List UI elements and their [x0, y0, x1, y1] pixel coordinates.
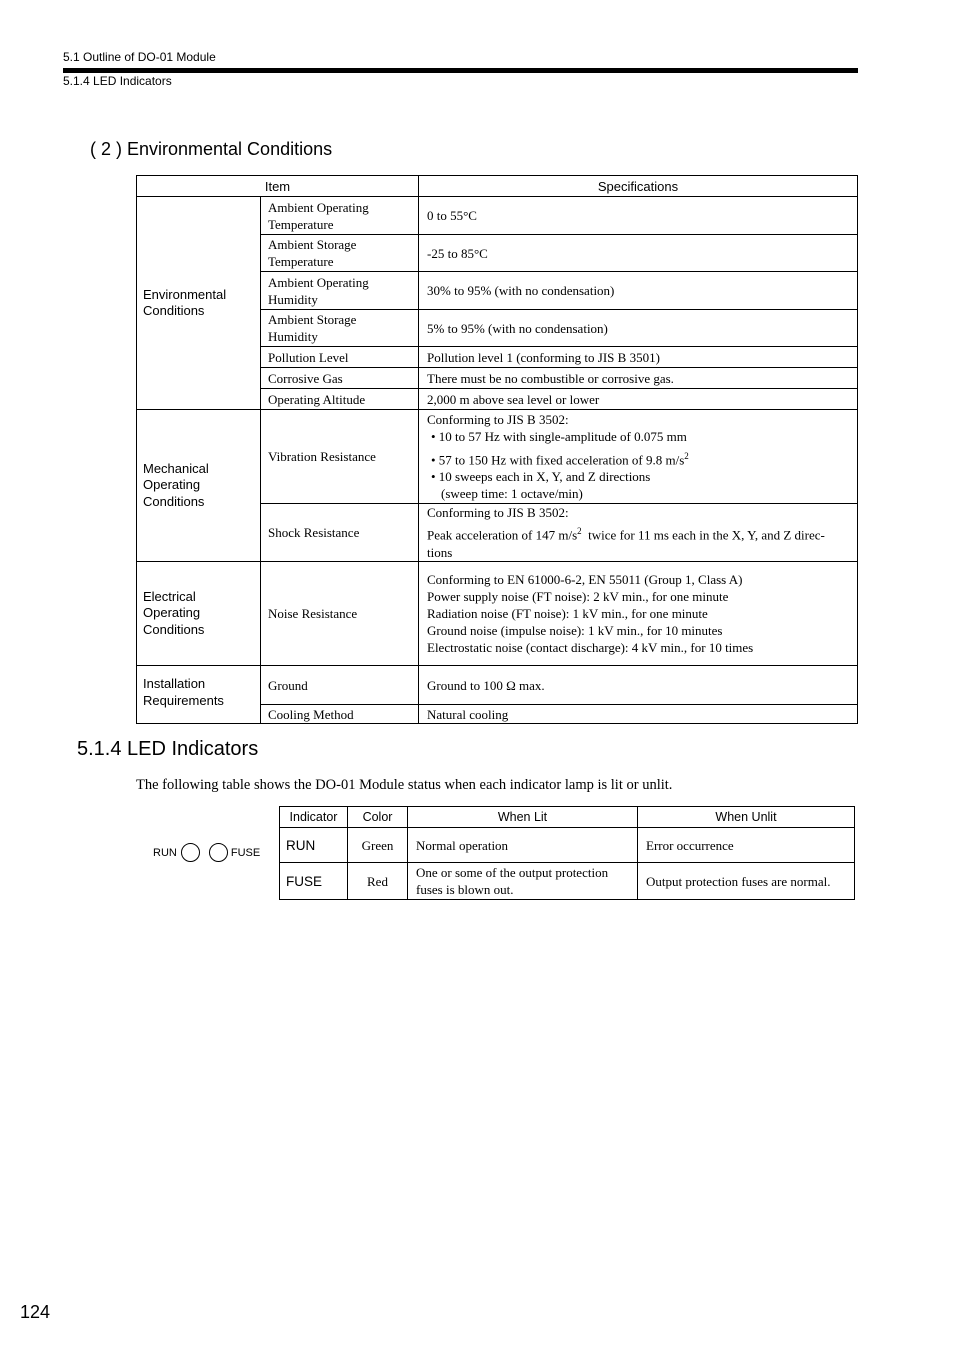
table-header-row: [137, 176, 858, 197]
item-cell: Ambient Storage Temperature: [261, 235, 419, 272]
item-cell: Ambient Operating Temperature: [261, 197, 419, 235]
table-row: [137, 410, 858, 504]
item-cell: Ambient Operating Humidity: [261, 272, 419, 310]
led-panel-illustration: [153, 843, 260, 862]
indicator-cell: FUSE: [280, 863, 348, 900]
table-row: [137, 197, 858, 235]
spec-cell: Natural cooling: [419, 705, 858, 724]
when-unlit-cell: Error occurrence: [638, 828, 855, 863]
column-header-indicator: Indicator: [280, 807, 348, 828]
when-lit-cell: One or some of the output protection fuses is blown out.: [408, 863, 638, 900]
spec-cell: 5% to 95% (with no condensation): [419, 310, 858, 347]
spec-cell: -25 to 85°C: [419, 235, 858, 272]
spec-cell: There must be no combustible or corrosive gas.: [419, 368, 858, 389]
table-row: [280, 828, 855, 863]
item-cell: Vibration Resistance: [261, 410, 419, 504]
when-lit-cell: Normal operation: [408, 828, 638, 863]
env-conditions-heading: ( 2 ) Environmental Conditions: [90, 139, 333, 159]
spec-cell: 2,000 m above sea level or lower: [419, 389, 858, 410]
header-rule: [63, 68, 858, 73]
category-cell: Mechanical Operating Conditions: [137, 410, 261, 562]
when-unlit-cell: Output protection fuses are normal.: [638, 863, 855, 900]
item-cell: Corrosive Gas: [261, 368, 419, 389]
table-row: [137, 666, 858, 705]
run-lamp-icon: [181, 843, 200, 862]
category-cell: Electrical Operating Conditions: [137, 562, 261, 666]
category-cell: Installation Requirements: [137, 666, 261, 724]
led-indicator-table: [279, 806, 855, 900]
running-header-section: 5.1 Outline of DO-01 Module: [63, 50, 216, 64]
run-label: RUN: [153, 846, 177, 859]
column-header-item: Item: [137, 176, 419, 197]
color-cell: Green: [348, 828, 408, 863]
item-cell: Ground: [261, 666, 419, 705]
item-cell: Operating Altitude: [261, 389, 419, 410]
item-cell: Pollution Level: [261, 347, 419, 368]
indicator-cell: RUN: [280, 828, 348, 863]
spec-cell: Pollution level 1 (conforming to JIS B 3501): [419, 347, 858, 368]
category-cell: Environmental Conditions: [137, 197, 261, 410]
spec-cell: Conforming to EN 61000-6-2, EN 55011 (Group 1, Class A) Power supply noise (FT noise): 2 kV min., for one minute Radiation noise (FT noise): 1 kV min., for one minute Ground noise (impulse noise): 1 kV min., for 10 minutes Electrostatic noise (contact discharge): 4 kV min., for 10 times: [419, 562, 858, 666]
section-heading: 5.1.4 LED Indicators: [77, 738, 259, 760]
column-header-when-unlit: When Unlit: [638, 807, 855, 828]
spec-cell: Ground to 100 Ω max.: [419, 666, 858, 705]
page-number: 124: [20, 1302, 51, 1322]
spec-cell: Conforming to JIS B 3502: Peak acceleration of 147 $m/s^2$ twice for 11 ms each in the X, Y, and Z direc- tions: [419, 504, 858, 562]
column-header-when-lit: When Lit: [408, 807, 638, 828]
fuse-label: FUSE: [230, 846, 261, 859]
table-row: [137, 562, 858, 666]
color-cell: Red: [348, 863, 408, 900]
fuse-lamp-icon: [209, 843, 228, 862]
column-header-color: Color: [348, 807, 408, 828]
table-header-row: [280, 807, 855, 828]
item-cell: Shock Resistance: [261, 504, 419, 562]
running-header-subsection: 5.1.4 LED Indicators: [63, 74, 172, 88]
spec-cell: Conforming to JIS B 3502: • 10 to 57 Hz with single-amplitude of 0.075 mm • 57 to 150 Hz with fixed acceleration of 9.8 $m/s^2$ • 10 sweeps each in X, Y, and Z directions (sweep time: 1 octave/min): [419, 410, 858, 504]
spec-cell: 0 to 55°C: [419, 197, 858, 235]
environmental-conditions-table: [136, 175, 858, 724]
column-header-specifications: Specifications: [419, 176, 858, 197]
spec-cell: 30% to 95% (with no condensation): [419, 272, 858, 310]
item-cell: Ambient Storage Humidity: [261, 310, 419, 347]
intro-paragraph: The following table shows the DO-01 Module status when each indicator lamp is lit or unlit.: [136, 777, 673, 793]
item-cell: Cooling Method: [261, 705, 419, 724]
item-cell: Noise Resistance: [261, 562, 419, 666]
table-row: [280, 863, 855, 900]
